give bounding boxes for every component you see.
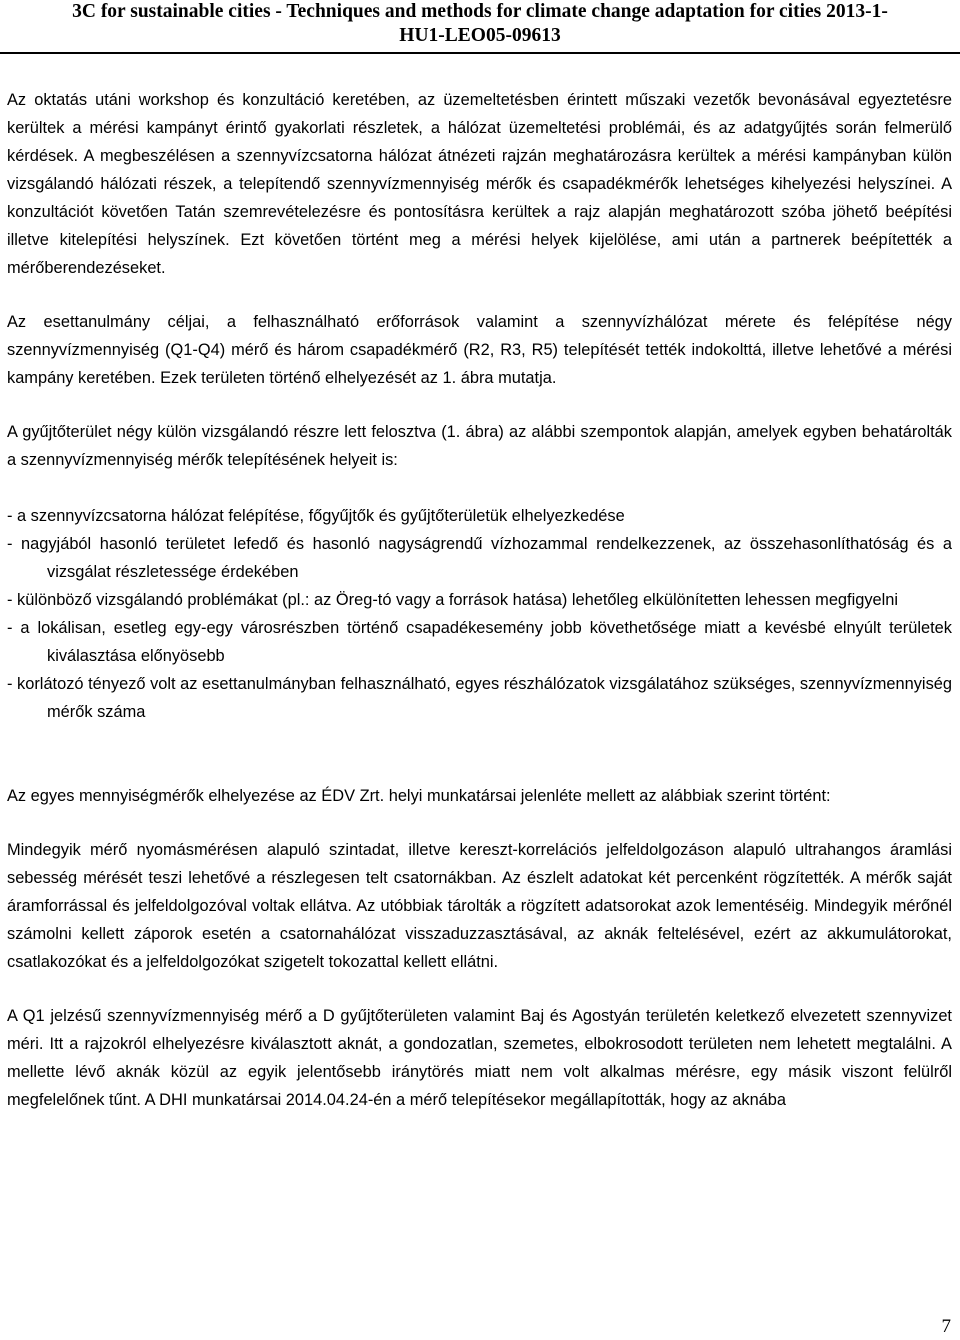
header-divider xyxy=(0,52,960,54)
list-item: - korlátozó tényező volt az esettanulmányban felhasználható, egyes részhálózatok vizsgálatához szükséges, szennyvízmennyiség mérők száma xyxy=(7,675,952,721)
paragraph-goals: Az esettanulmány céljai, a felhasználható erőforrások valamint a szennyvízhálózat mérete és felépítése négy szennyvízmennyiség (Q1-Q4) mérő és három csapadékmérő (R2, R3, R5) telepítését tették indokolttá, illetve lehetővé a mérési kampány keretében. Ezek területen történő elhelyezését az 1. ábra mutatja. xyxy=(7,313,952,387)
list-item: - nagyjából hasonló területet lefedő és hasonló nagyságrendű vízhozammal rendelkezzenek, az összehasonlíthatóság és a vizsgálat részletessége érdekében xyxy=(7,535,952,581)
paragraph-workshop: Az oktatás utáni workshop és konzultáció keretében, az üzemeltetésben érintett műszaki vezetők bevonásával egyeztetésre kerültek a mérési kampányt érintő gyakorlati részletek, a hálózat üzemeltetési problémái, és az adatgyűjtés során felmerülő kérdések. A megbeszélésen a szennyvízcsatorna hálózat átnézeti rajzán meghatározásra kerültek a mérési kampányban külön vizsgálandó hálózati részek, a telepítendő szennyvízmennyiség mérők és csapadékmérők lehetséges kihelyezési helyszínei. A konzultációt követően Tatán szemrevételezésre és pontosításra kerültek a rajz alapján meghatározott szóba jöhető beépítési illetve kitelepítési helyszínek. Ezt követően történt meg a mérési helyek kijelölése, ami után a partnerek beépítették a mérőberendezéseket. xyxy=(7,91,952,277)
list-item: - a szennyvízcsatorna hálózat felépítése, főgyűjtők és gyűjtőterületük elhelyezkedése xyxy=(7,507,625,525)
list-item: - különböző vizsgálandó problémákat (pl.: az Öreg-tó vagy a források hatása) lehetőleg elkülönítetten lehessen megfigyelni xyxy=(7,591,899,609)
header-title-line-2: HU1-LEO05-09613 xyxy=(399,25,561,46)
document-header xyxy=(0,0,960,50)
criteria-list xyxy=(7,502,952,726)
paragraph-catchment: A gyűjtőterület négy külön vizsgálandó részre lett felosztva (1. ábra) az alábbi szempontok alapján, amelyek egyben behatárolták a szennyvízmennyiség mérők telepítésének helyeit is: xyxy=(7,423,952,469)
paragraph-meters: Mindegyik mérő nyomásmérésen alapuló szintadat, illetve kereszt-korrelációs jelfeldolgozáson alapuló ultrahangos áramlási sebesség mérését teszi lehetővé a részlegesen telt csatornákban. Az észlelt adatokat két percenként rögzítették. A mérők saját áramforrással és jelfeldolgozóval voltak ellátva. Az utóbbiak tárolták a rögzített adatsorokat azok lementéséig. Mindegyik mérőnél számolni kellett záporok esetén a csatornahálózat visszaduzzasztásával, az aknák feltelésével, ezért az akkumulátorokat, csatlakozókat és a jelfeldolgozókat szigetelt tokozattal kellett ellátni. xyxy=(7,841,952,971)
paragraph-q1: A Q1 jelzésű szennyvízmennyiség mérő a D gyűjtőterületen valamint Baj és Agostyán területén keletkező elvezetett szennyvizet méri. Itt a rajzokról elhelyezésre kiválasztott aknát, a gondozatlan, szemetes, elbokrosodott területen nem lehetett megtalálni. A mellette lévő aknák közül az egyik jelentősebb iránytörés miatt nem volt alkalmas mérésre, egy másik viszont felülről megfelelőnek tűnt. A DHI munkatársai 2014.04.24-én a mérő telepítésekor megállapították, hogy az aknába xyxy=(7,1007,952,1109)
header-title-line-1: 3C for sustainable cities - Techniques and methods for climate change adaptation for cities 2013-1- xyxy=(72,1,888,22)
document-body xyxy=(7,86,952,1114)
paragraph-placement: Az egyes mennyiségmérők elhelyezése az ÉDV Zrt. helyi munkatársai jelenléte mellett az alábbiak szerint történt: xyxy=(7,787,831,805)
page-number: 7 xyxy=(941,1316,951,1337)
list-item: - a lokálisan, esetleg egy-egy városrészben történő csapadékesemény jobb követhetősége miatt a kevésbé elnyúlt területek kiválasztása előnyösebb xyxy=(7,619,952,665)
